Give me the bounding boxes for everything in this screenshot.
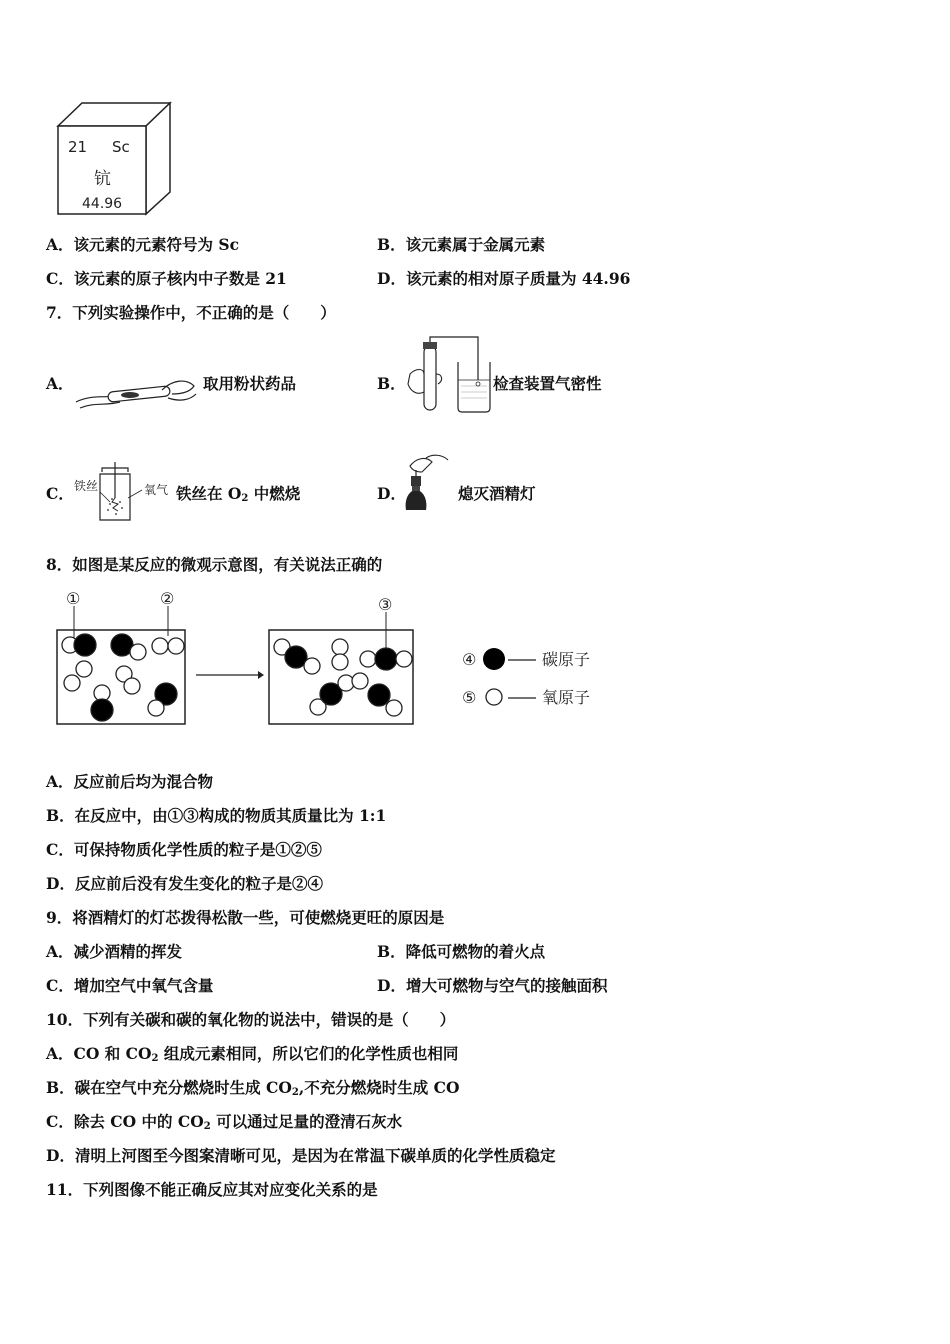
- marker-5: ⑤: [462, 688, 477, 707]
- q7-option-b-label: B．: [377, 374, 406, 393]
- q10-option-c: C．除去 CO 中的 $CO_2$ 可以通过足量的澄清石灰水: [46, 1112, 403, 1132]
- q6-option-b: B．该元素属于金属元素: [377, 235, 546, 254]
- q7-option-d-text: 熄灭酒精灯: [458, 484, 536, 503]
- element-symbol: Sc: [112, 138, 130, 156]
- q6-option-c: C．该元素的原子核内中子数是 21: [46, 269, 287, 288]
- fig-label-iron-wire: 铁丝: [74, 479, 99, 493]
- q7-option-b-text: 检查装置气密性: [493, 374, 602, 393]
- powder-scoop-figure: [72, 372, 200, 414]
- q6-option-a: A．该元素的元素符号为 Sc: [46, 235, 240, 254]
- fig-label-oxygen: 氧气: [144, 483, 169, 497]
- q7-option-d-label: D．: [377, 484, 406, 503]
- airtightness-figure: [402, 334, 494, 414]
- alcohol-lamp-figure: [402, 452, 458, 514]
- element-name: 钪: [94, 169, 111, 189]
- element-mass: 44.96: [82, 196, 123, 212]
- q8-option-b: B．在反应中，由①③构成的物质其质量比为 1:1: [46, 806, 387, 825]
- q7-stem: 7．下列实验操作中，不正确的是（ ）: [46, 303, 336, 322]
- element-card: [52, 100, 177, 218]
- q7-option-c-label: C．: [46, 484, 74, 503]
- q7-option-a-text: 取用粉状药品: [203, 374, 297, 393]
- marker-3: ③: [378, 595, 393, 614]
- marker-1: ①: [66, 589, 81, 608]
- q8-option-c: C．可保持物质化学性质的粒子是①②⑤: [46, 840, 322, 859]
- q9-option-c: C．增加空气中氧气含量: [46, 976, 214, 995]
- q8-stem: 8．如图是某反应的微观示意图，有关说法正确的: [46, 555, 383, 574]
- legend-oxygen: 氧原子: [542, 688, 591, 707]
- q10-option-a: A．CO 和 $CO_2$ 组成元素相同，所以它们的化学性质也相同: [46, 1044, 459, 1064]
- element-number: 21: [68, 138, 88, 156]
- marker-4: ④: [462, 650, 477, 669]
- marker-2: ②: [160, 589, 175, 608]
- q8-option-a: A．反应前后均为混合物: [46, 772, 214, 791]
- iron-wire-burning-figure: [72, 458, 176, 524]
- q11-stem: 11．下列图像不能正确反应其对应变化关系的是: [46, 1180, 378, 1199]
- q7-option-a-label: A．: [46, 374, 74, 393]
- legend-carbon: 碳原子: [542, 650, 591, 669]
- q6-option-d: D．该元素的相对原子质量为 44.96: [377, 269, 631, 288]
- q10-option-b: B．碳在空气中充分燃烧时生成 $CO_2$,不充分燃烧时生成 CO: [46, 1078, 460, 1098]
- q9-option-b: B．降低可燃物的着火点: [377, 942, 546, 961]
- q8-option-d: D．反应前后没有发生变化的粒子是②④: [46, 874, 323, 893]
- q9-option-a: A．减少酒精的挥发: [46, 942, 183, 961]
- q10-stem: 10．下列有关碳和碳的氧化物的说法中，错误的是（ ）: [46, 1010, 456, 1029]
- q7-option-c-text: 铁丝在 $O_2$ 中燃烧: [176, 484, 301, 504]
- q9-stem: 9．将酒精灯的灯芯拨得松散一些，可使燃烧更旺的原因是: [46, 908, 445, 927]
- reaction-micro-diagram: [50, 586, 610, 732]
- q10-option-d: D．清明上河图至今图案清晰可见，是因为在常温下碳单质的化学性质稳定: [46, 1146, 556, 1165]
- q9-option-d: D．增大可燃物与空气的接触面积: [377, 976, 608, 995]
